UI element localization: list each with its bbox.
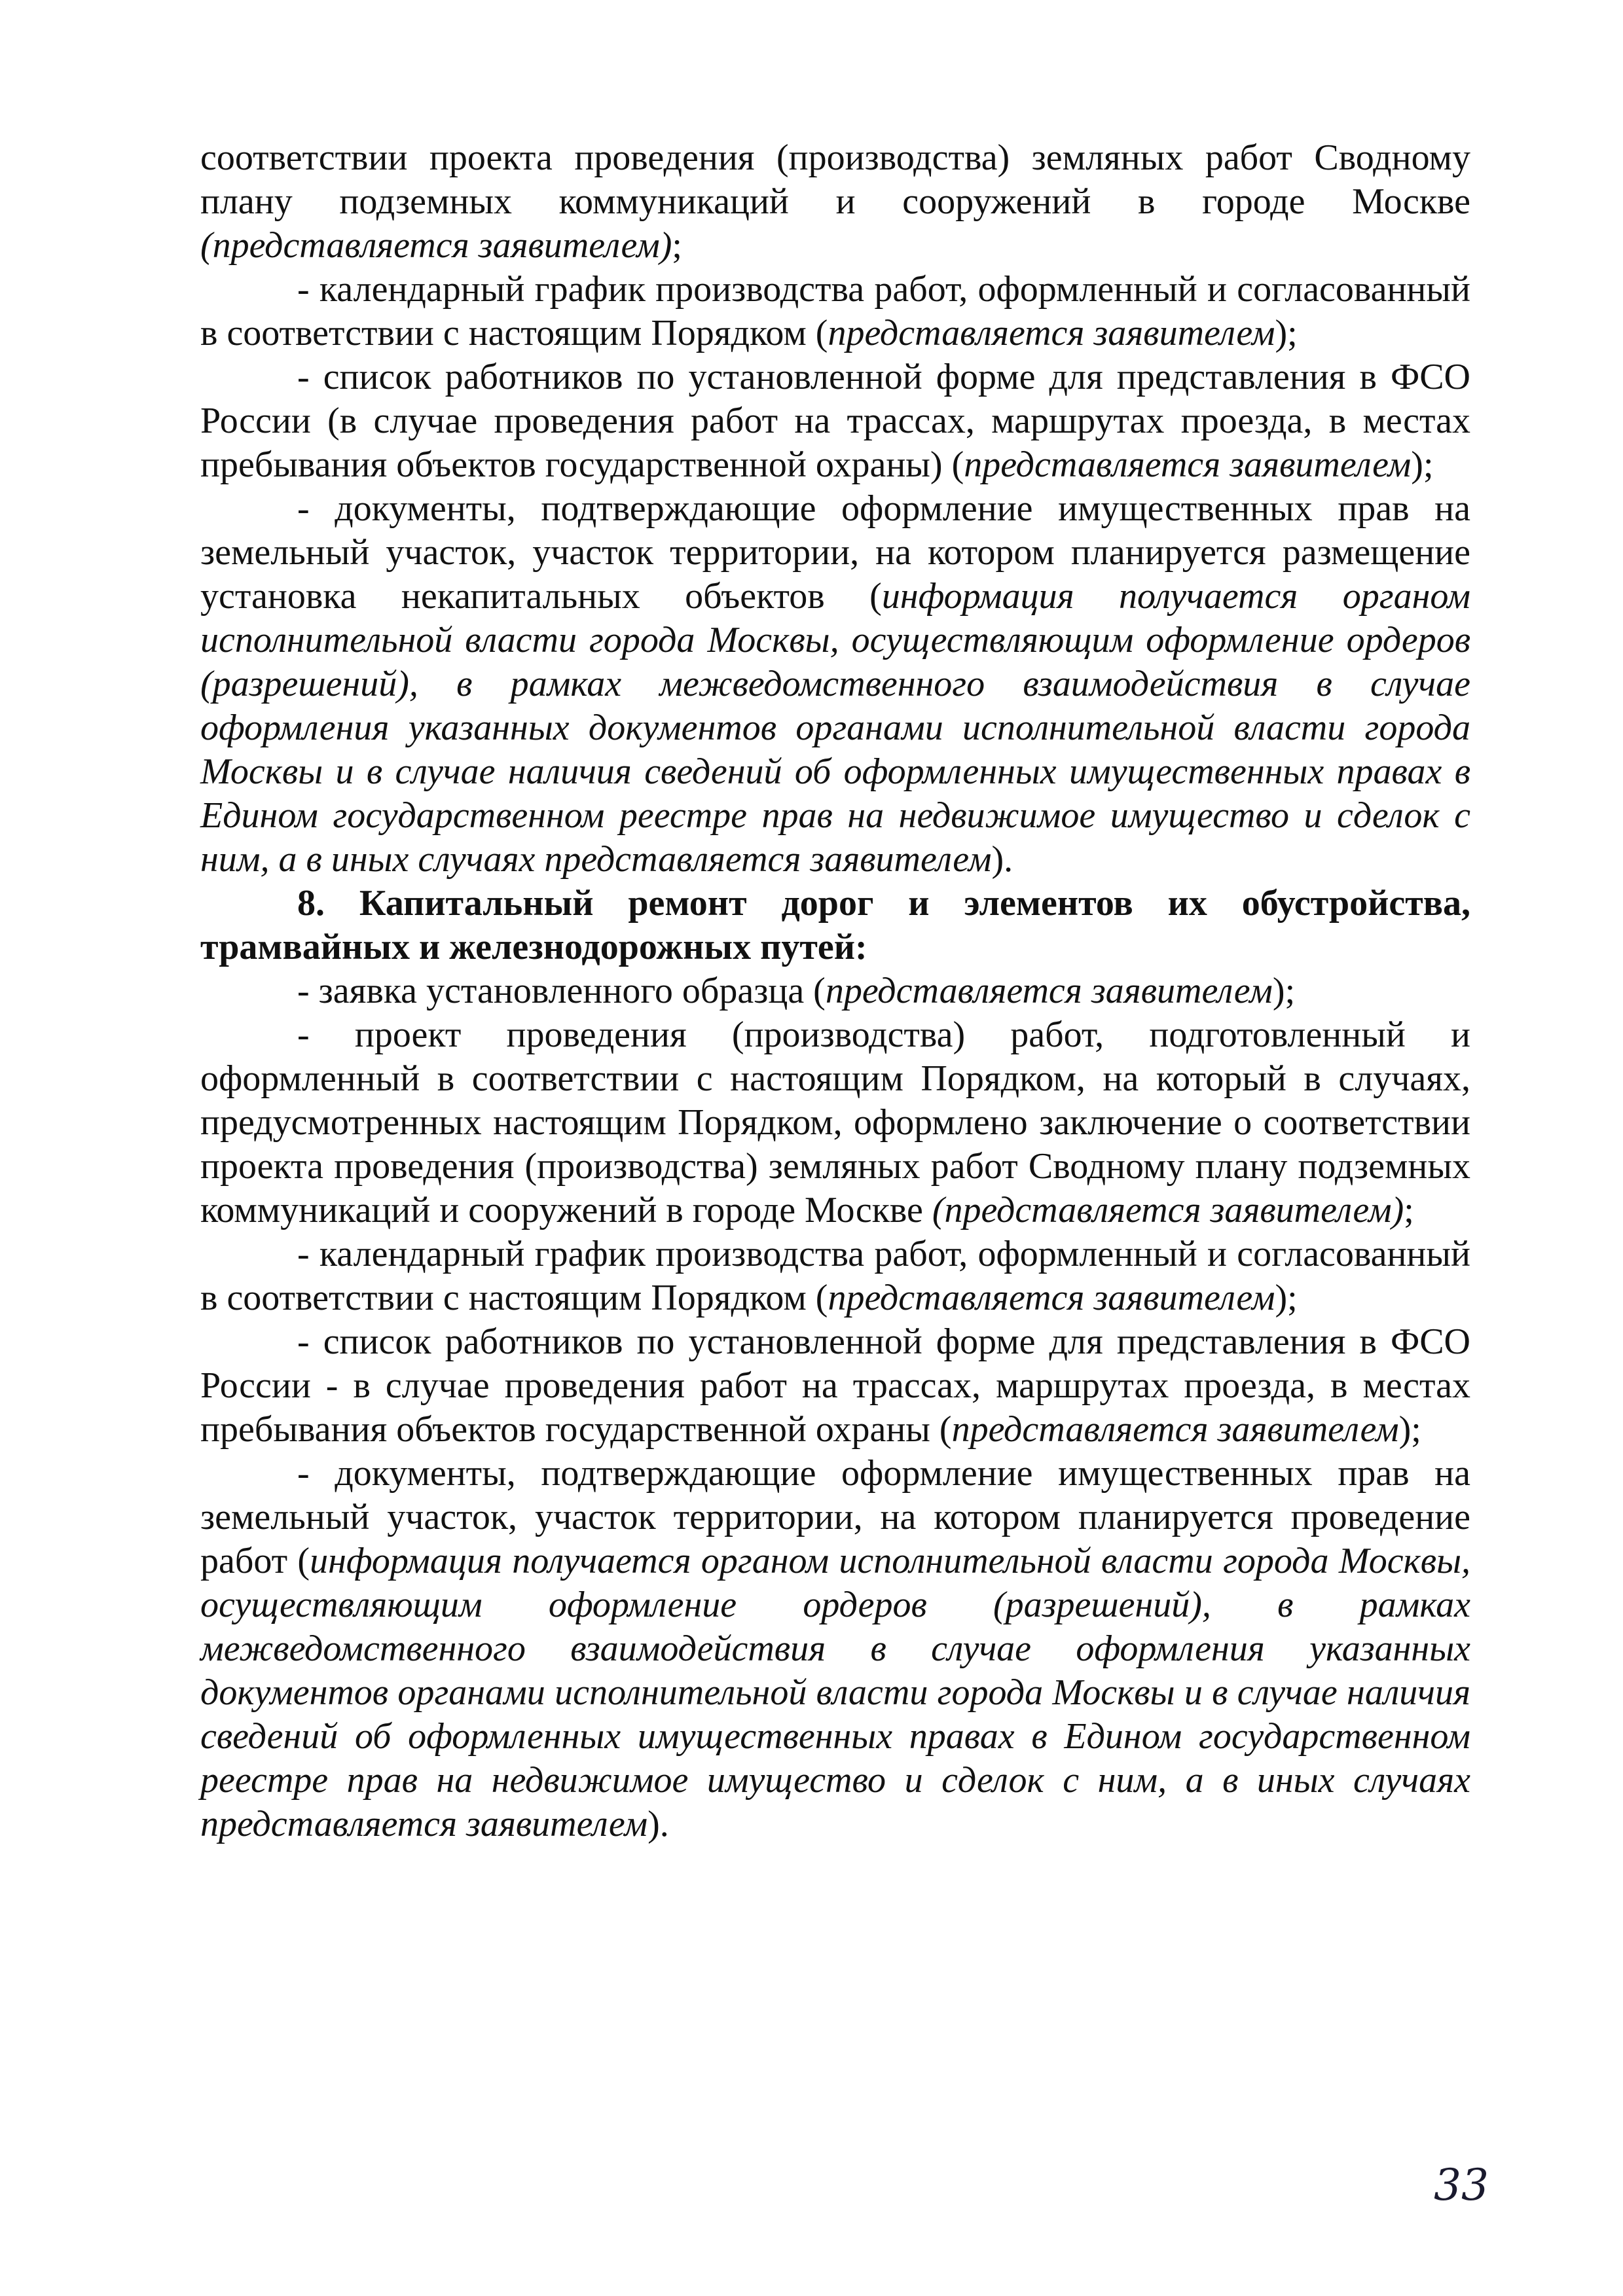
section-heading <box>200 882 1470 969</box>
document-body <box>200 136 1470 1846</box>
text-run-italic: представляется заявителем <box>964 444 1412 485</box>
text-run-italic: (представляется заявителем) <box>932 1190 1404 1230</box>
text-run-italic: информация получается органом исполнительной власти города Москвы, осуществляющим оформление ордеров (разрешений), в рамках межведомственного взаимодействия в случае оформления указанных документов органами исполнительной власти города Москвы и в случае наличия сведений об оформленных имущественных правах в Едином государственном реестре прав на недвижимое имущество и сделок с ним, а в иных случаях представляется заявителем <box>200 576 1470 880</box>
list-item-project <box>200 1013 1470 1232</box>
text-run: - список работников по установленной форме для представления в ФСО России - в случае проведения работ на трассах, маршрутах проезда, в местах пребывания объектов государственной охраны ( <box>200 1321 1470 1450</box>
text-run: - документы, подтверждающие оформление имущественных прав на земельный участок, участок территории, на котором планируется размещение установка некапитальных объектов ( <box>200 488 1470 617</box>
list-item-schedule <box>200 268 1470 355</box>
text-run: ); <box>1411 444 1434 485</box>
text-run: ); <box>1398 1409 1421 1450</box>
text-run-italic: (представляется заявителем) <box>200 225 672 266</box>
list-item-application <box>200 969 1470 1013</box>
paragraph-continuation <box>200 136 1470 268</box>
text-run-italic: информация получается органом исполнительной власти города Москвы, осуществляющим оформление ордеров (разрешений), в рамках межведомственного взаимодействия в случае оформления указанных документов органами исполнительной власти города Москвы и в случае наличия сведений об оформленных имущественных правах в Едином государственном реестре прав на недвижимое имущество и сделок с ним, а в иных случаях представляется заявителем <box>200 1541 1470 1844</box>
text-run: - документы, подтверждающие оформление имущественных прав на земельный участок, участок территории, на котором планируется проведение работ ( <box>200 1453 1470 1581</box>
text-run-italic: представляется заявителем <box>951 1409 1399 1450</box>
text-run: - календарный график производства работ, оформленный и согласованный в соответствии с настоящим Порядком ( <box>200 269 1470 353</box>
text-run: - проект проведения (производства) работ, подготовленный и оформленный в соответствии с настоящим Порядком, на который в случаях, предусмотренных настоящим Порядком, оформлено заключение о соответствии проекта проведения (производства) земляных работ Сводному плану подземных коммуникаций и сооружений в городе Москве <box>200 1014 1470 1230</box>
list-item-property-documents <box>200 487 1470 882</box>
list-item-workers-list <box>200 1320 1470 1452</box>
page-number: 33 <box>1434 2160 1489 2210</box>
text-run: - список работников по установленной форме для представления в ФСО России (в случае проведения работ на трассах, маршрутах проезда, в местах пребывания объектов государственной охраны) ( <box>200 357 1470 485</box>
text-run: ). <box>647 1804 669 1844</box>
text-run: - календарный график производства работ, оформленный и согласованный в соответствии с настоящим Порядком ( <box>200 1234 1470 1318</box>
text-run: ). <box>991 839 1013 880</box>
text-run: ; <box>1404 1190 1414 1230</box>
text-run: ); <box>1275 313 1298 353</box>
list-item-workers-list <box>200 355 1470 487</box>
text-run: ); <box>1272 971 1296 1011</box>
list-item-property-documents <box>200 1452 1470 1846</box>
text-run: - заявка установленного образца ( <box>297 971 826 1011</box>
list-item-schedule <box>200 1232 1470 1320</box>
text-run-italic: представляется заявителем <box>828 313 1275 353</box>
heading-text: 8. Капитальный ремонт дорог и элементов их обустройства, трамвайных и железнодорожных путей: <box>200 883 1470 967</box>
text-run: ; <box>672 225 682 266</box>
text-run: соответствии проекта проведения (производства) земляных работ Сводному плану подземных коммуникаций и сооружений в городе Москве <box>200 137 1470 222</box>
text-run-italic: представляется заявителем <box>828 1278 1275 1318</box>
text-run: ); <box>1275 1278 1298 1318</box>
text-run-italic: представляется заявителем <box>825 971 1273 1011</box>
